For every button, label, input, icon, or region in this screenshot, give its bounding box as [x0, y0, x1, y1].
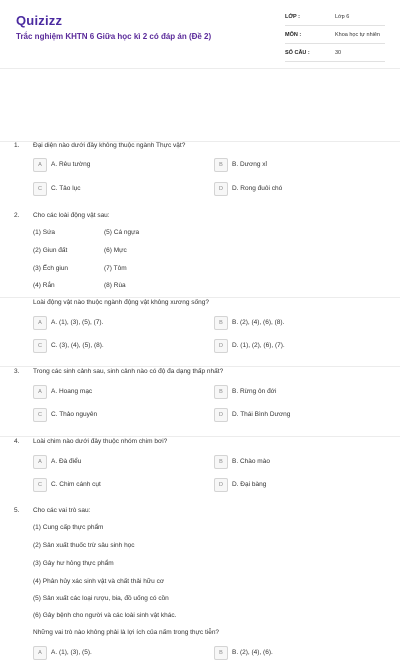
option-letter: C	[33, 182, 47, 196]
option-text: A. Đà điểu	[51, 458, 82, 465]
role-item: (1) Cung cấp thực phẩm	[33, 524, 104, 531]
option-text: B. (2), (4), (6).	[232, 649, 273, 656]
animal-item: (6) Mực	[104, 247, 127, 254]
role-item: (6) Gây bệnh cho người và các loài sinh vật khác.	[33, 612, 177, 619]
option-letter: C	[33, 478, 47, 492]
option-letter: D	[214, 478, 228, 492]
animal-item: (3) Ếch giun	[33, 265, 69, 272]
question-number: 3.	[14, 368, 20, 375]
meta-label: MÔN :	[285, 32, 302, 38]
option-letter: C	[33, 339, 47, 353]
option-text: B. Dương xỉ	[232, 161, 267, 168]
question-text: Cho các vai trò sau:	[33, 507, 91, 514]
header	[0, 0, 400, 62]
question-text: Cho các loài động vật sau:	[33, 212, 110, 219]
role-item: (5) Sản xuất các loại rượu, bia, đồ uống có cồn	[33, 595, 169, 602]
page-title: Trắc nghiệm KHTN 6 Giữa học kì 2 có đáp án (Đề 2)	[16, 32, 212, 41]
meta-row-count	[285, 48, 385, 62]
quizizz-logo: Quizizz	[16, 13, 63, 28]
option-letter: D	[214, 339, 228, 353]
option-text: A. Hoang mạc	[51, 388, 93, 395]
option-text: C. Tảo lục	[51, 185, 81, 192]
option-letter: B	[214, 316, 228, 330]
option-text: D. Thái Bình Dương	[232, 411, 291, 418]
question-text: Loài chim nào dưới đây thuộc nhóm chim bơi?	[33, 438, 168, 445]
animal-item: (2) Giun đất	[33, 247, 68, 254]
option-text: D. (1), (2), (6), (7).	[232, 342, 285, 349]
meta-row-class	[285, 12, 385, 26]
option-text: A. (1), (3), (5), (7).	[51, 319, 104, 326]
question-divider	[0, 141, 400, 142]
question-text: Đại diện nào dưới đây không thuộc ngành Thực vật?	[33, 142, 186, 149]
question-text: Trong các sinh cảnh sau, sinh cảnh nào có độ đa dạng thấp nhất?	[33, 368, 224, 375]
option-text: B. Chào mào	[232, 458, 270, 465]
option-letter: C	[33, 408, 47, 422]
option-letter: D	[214, 408, 228, 422]
question-number: 4.	[14, 438, 20, 445]
option-letter: A	[33, 455, 47, 469]
question-divider	[0, 297, 400, 298]
meta-value: 30	[335, 50, 342, 56]
role-item: (3) Gây hư hỏng thực phẩm	[33, 560, 114, 567]
header-divider	[0, 68, 400, 69]
role-item: (4) Phân hủy xác sinh vật và chất thải hữu cơ	[33, 578, 165, 585]
question-number: 1.	[14, 142, 20, 149]
role-item: (2) Sản xuất thuốc trừ sâu sinh học	[33, 542, 135, 549]
option-letter: B	[214, 455, 228, 469]
question-subtext: Những vai trò nào không phải là lợi ích của nấm trong thực tiễn?	[33, 629, 220, 636]
meta-label: SỐ CÂU :	[285, 50, 310, 56]
option-text: C. Thảo nguyên	[51, 411, 98, 418]
option-text: A. (1), (3), (5).	[51, 649, 92, 656]
option-letter: A	[33, 646, 47, 660]
option-letter: A	[33, 385, 47, 399]
option-letter: D	[214, 182, 228, 196]
meta-value: Khoa học tự nhiên	[335, 32, 380, 38]
meta-value: Lớp 6	[335, 14, 350, 20]
option-text: B. Rừng ôn đới	[232, 388, 277, 395]
question-number: 5.	[14, 507, 20, 514]
question-subtext: Loài động vật nào thuộc ngành động vật không xương sống?	[33, 299, 209, 306]
option-letter: A	[33, 158, 47, 172]
option-letter: B	[214, 158, 228, 172]
animal-item: (7) Tôm	[104, 265, 127, 272]
animal-item: (8) Rùa	[104, 282, 126, 289]
question-divider	[0, 366, 400, 367]
option-letter: B	[214, 646, 228, 660]
animal-item: (5) Cá ngựa	[104, 229, 140, 236]
meta-row-subject	[285, 30, 385, 44]
option-text: B. (2), (4), (6), (8).	[232, 319, 285, 326]
meta-label: LỚP :	[285, 14, 300, 20]
question-divider	[0, 436, 400, 437]
option-letter: B	[214, 385, 228, 399]
option-text: C. Chim cánh cụt	[51, 481, 101, 488]
animal-item: (1) Sứa	[33, 229, 56, 236]
meta-info	[285, 12, 385, 66]
question-number: 2.	[14, 212, 20, 219]
option-text: D. Rong đuôi chó	[232, 185, 283, 192]
option-text: A. Rêu tường	[51, 161, 91, 168]
option-letter: A	[33, 316, 47, 330]
animal-item: (4) Rắn	[33, 282, 55, 289]
option-text: D. Đại bàng	[232, 481, 267, 488]
option-text: C. (3), (4), (5), (8).	[51, 342, 104, 349]
